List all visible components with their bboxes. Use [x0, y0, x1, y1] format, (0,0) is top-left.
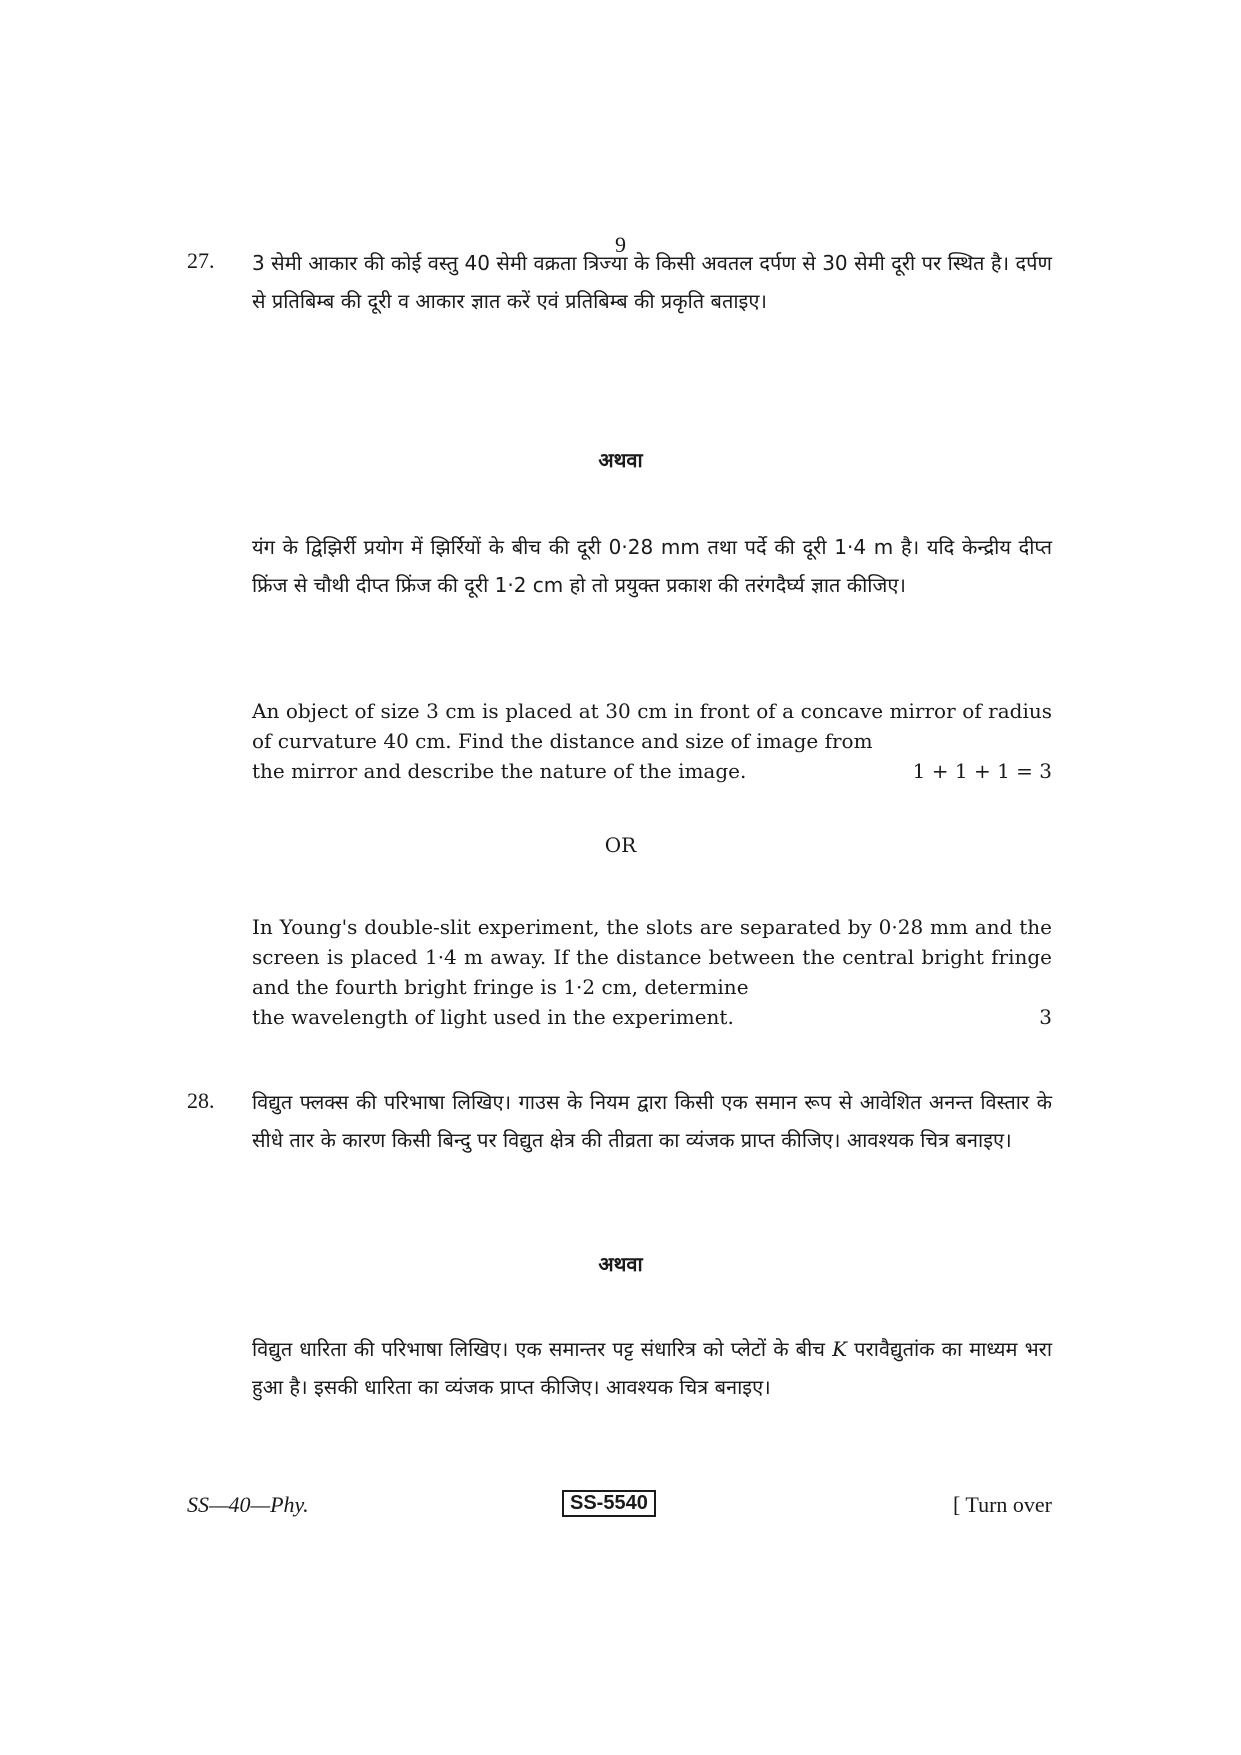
q27-hindi-alt-text: यंग के द्विझिर्री प्रयोग में झिर्रियों के बीच की दूरी 0·28 mm तथा पर्दे की दूरी 1·4 m है। यदि केन्द्रीय दीप्त फ्रिंज से चौथी दीप्त फ्रिंज की दूरी 1·2 cm हो तो प्रयुक्त प्रकाश की तरंगदैर्घ्य ज्ञात कीजिए। [252, 535, 1052, 597]
q27-english-alt-text [252, 912, 1052, 1032]
q27-english-body: An object of size 3 cm is placed at 30 cm in front of a concave mirror of radius of curvature 40 cm. Find the distance and size of image from [252, 699, 1052, 753]
q28-symbol-k: K [832, 1337, 848, 1361]
q28-hindi-text: विद्युत फ्लक्स की परिभाषा लिखिए। गाउस के नियम द्वारा किसी एक समान रूप से आवेशित अनन्त विस्तार के सीधे तार के कारण किसी बिन्दु पर विद्युत क्षेत्र की तीव्रता का व्यंजक प्राप्त कीजिए। आवश्यक चित्र बनाइए। [252, 1090, 1052, 1152]
q27-english-last-line [252, 756, 1052, 786]
q28-hindi-alt-post: परावैद्युतांक का माध्यम भरा हुआ है। इसकी धारिता का व्यंजक प्राप्त कीजिए। आवश्यक चित्र बनाइए। [252, 1337, 1053, 1399]
q28-hindi-alt-text [252, 1330, 1052, 1406]
q27-english-alt-end: the wavelength of light used in the experiment. [252, 1005, 734, 1029]
q27-english-alt-body: In Young's double-slit experiment, the slots are separated by 0·28 mm and the screen is placed 1·4 m away. If the distance between the central bright fringe and the fourth bright fringe is 1·2 cm, determine [252, 915, 1052, 999]
footer-turn-over: [ Turn over [952, 1492, 1052, 1517]
page-number: 9 [615, 232, 626, 257]
footer-subject-code: SS—40—Phy. [187, 1492, 309, 1517]
question-number: 27. [187, 248, 215, 273]
q28-or-hindi: अथवा [598, 1252, 643, 1276]
q27-english-alt-last-line [252, 1002, 1052, 1032]
q27-hindi-text: 3 सेमी आकार की कोई वस्तु 40 सेमी वक्रता त्रिज्या के किसी अवतल दर्पण से 30 सेमी दूरी पर स्थित है। दर्पण से प्रतिबिम्ब की दूरी व आकार ज्ञात करें एवं प्रतिबिम्ब की प्रकृति बताइए। [252, 251, 1052, 313]
q27-marks: 1 + 1 + 1 = 3 [912, 759, 1052, 783]
q27-english-text [252, 696, 1052, 786]
q27-or-hindi: अथवा [598, 448, 643, 472]
q27-or-english: OR [604, 833, 637, 857]
q28-hindi-alt-pre: विद्युत धारिता की परिभाषा लिखिए। एक समान्तर पट्ट संधारित्र को प्लेटों के बीच [252, 1337, 825, 1361]
q27-english-end: the mirror and describe the nature of the image. [252, 759, 747, 783]
question-number: 28. [187, 1088, 215, 1113]
q27-alt-marks: 3 [1039, 1005, 1052, 1029]
footer [187, 1492, 1052, 1522]
footer-paper-code-box: SS-5540 [562, 1490, 656, 1517]
